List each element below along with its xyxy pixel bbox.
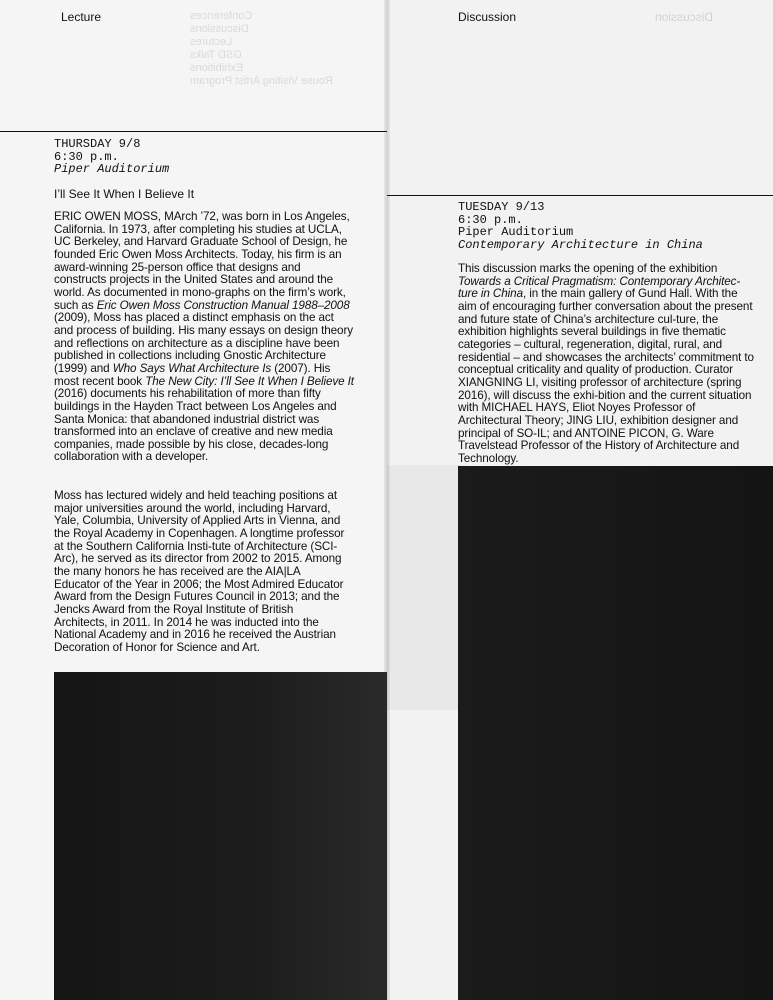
ghost-nav-item: Lectures	[190, 36, 233, 48]
ghost-nav-list	[190, 10, 350, 88]
dark-image-block	[458, 466, 773, 1000]
text-run: (2009), Moss has placed a distinct emphasis on the act and process of building. His many essays on design theory and reflections on architecture as a discipline have been published in collections including Gnostic Architecture (1999) and	[54, 311, 353, 375]
divider-rule	[0, 131, 387, 132]
lecture-title: I’ll See It When I Believe It	[54, 187, 195, 201]
italic-title-run: The New City: I’ll See It When I Believe It	[145, 374, 354, 388]
show-through-shade	[387, 465, 467, 710]
text-run: ERIC OWEN MOSS, MArch ’72, was born in Los Angeles, California. In 1973, after completing his studies at UCLA, UC Berkeley, and Harvard Graduate School of Design, he founded Eric Owen Moss Architects. Today, his firm is an award-winning 25-person office that designs and constructs projects in the United States and around the world. As documented in mono-graphs on the firm’s work, such as	[54, 210, 350, 312]
italic-title-run: Towards a Critical Pragmatism: Contemporary Architec-ture in China	[458, 274, 741, 301]
event-meta	[458, 201, 703, 251]
section-label-lecture: Lecture	[61, 10, 102, 24]
event-time: 6:30 p.m.	[54, 149, 119, 164]
event-meta	[54, 138, 169, 176]
text-run: , in the main gallery of Gund Hall. With the aim of encouraging further conversation about the present and future state of China’s architecture cul-ture, the exhibition highlights several buildings in five thematic categories – cultural, regeneration, digital, rural, and residential – and showcases the architects’ commitment to conceptual criticality and quality of production. Curator XIANGNING LI, visiting professor of architecture (spring 2016), will discuss the exhi-bition and the current situation with MICHAEL HAYS, Eliot Noyes Professor of Architectural Theory; JING LIU, exhibition designer and principal of SO-IL; and ANTOINE PICON, G. Ware Travelstead Professor of the History of Architecture and Technology.	[458, 287, 754, 465]
ghost-nav-item: Rouse Visiting Artist Program	[190, 75, 333, 87]
lecture-bio-paragraph	[54, 211, 354, 464]
event-venue: Piper Auditorium	[458, 225, 574, 239]
event-topic: Contemporary Architecture in China	[458, 237, 703, 252]
event-venue: Piper Auditorium	[54, 162, 170, 176]
ghost-section-title: Discussion	[655, 10, 714, 24]
text-run: Moss has lectured widely and held teaching positions at major universities around the world, including Harvard, Yale, Columbia, University of Applied Arts in Vienna, and the Royal Academy in Copenhagen. A longtime professor at the Southern California Insti-tute of Architecture (SCI-Arc), he served as its director from 2002 to 2015. Among the many honors he has received are the AIA|LA Educator of the Year in 2006; the Most Admired Educator Award from the Design Futures Council in 2013; and the Jencks Award from the Royal Institute of British Architects, in 2011. In 2014 he was inducted into the National Academy and in 2016 he received the Austrian Decoration of Honor for Science and Art.	[54, 489, 345, 654]
text-run: (2016) documents his rehabilitation of more than fifty buildings in the Hayden Tract between Los Angeles and Santa Monica: that abandoned industrial district was transformed into an enclave of creative and new media companies, made possible by his close, decades-long collaboration with a developer.	[54, 387, 337, 464]
event-date: TUESDAY 9/13	[458, 200, 545, 214]
event-time: 6:30 p.m.	[458, 212, 523, 227]
italic-title-run: Eric Owen Moss Construction Manual 1988–2008	[96, 298, 350, 312]
ghost-nav-item: Conferences	[190, 10, 253, 22]
section-label-discussion: Discussion	[458, 10, 517, 24]
discussion-paragraph	[458, 263, 758, 466]
event-date: THURSDAY 9/8	[54, 137, 141, 151]
ghost-nav-item: Exhibitions	[190, 62, 244, 74]
text-run: (2007). His most recent book	[54, 361, 331, 388]
ghost-nav-item: GSD Talks	[190, 49, 242, 61]
text-run: This discussion marks the opening of the exhibition	[458, 262, 718, 275]
ghost-nav-item: Discussions	[190, 23, 249, 35]
lecture-teaching-paragraph	[54, 490, 349, 655]
divider-rule	[387, 195, 773, 196]
dark-image-block	[54, 672, 387, 1000]
italic-title-run: Who Says What Architecture Is	[112, 361, 272, 375]
